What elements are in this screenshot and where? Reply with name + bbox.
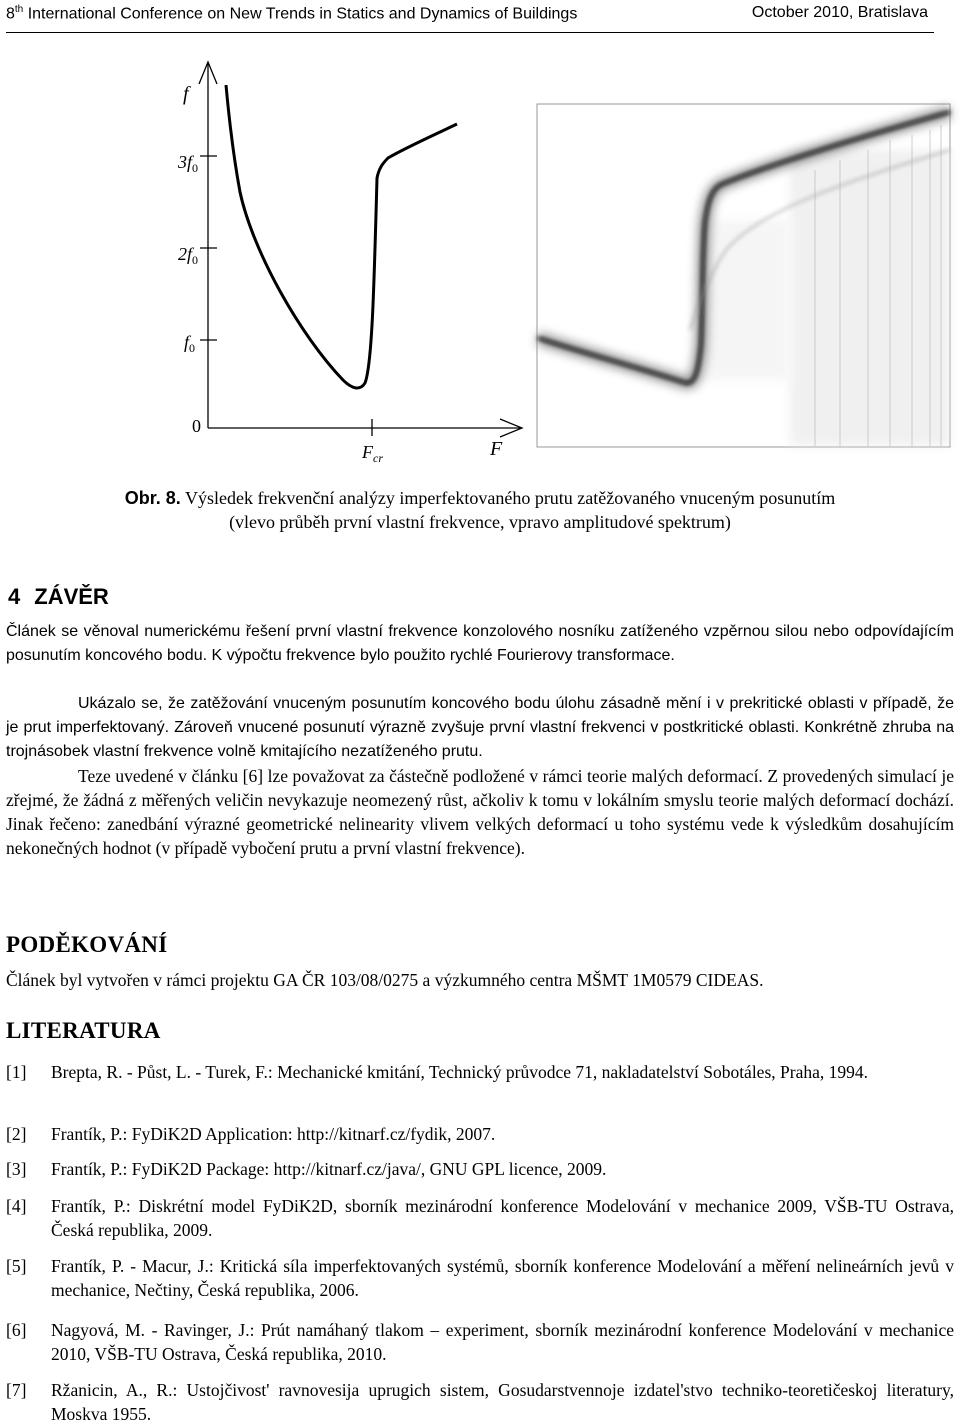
caption-line1: Výsledek frekvenční analýzy imperfektovaného prutu zatěžovaného vnuceným posunutím [180, 488, 836, 508]
fcr-label: $F_{cr}$ [362, 442, 383, 465]
tick-label-f0: $f_0$ [184, 332, 196, 355]
x-axis-label: F [490, 438, 503, 460]
reference-item: [5] Frantík, P. - Macur, J.: Kritická síla imperfektovaných systémů, sborník konference Modelování a měření nelineárních jevů v mechanice, Nečtiny, Česká republika, 2006. [6, 1256, 954, 1300]
caption-label: Obr. 8. [124, 488, 181, 508]
conclusion-paragraph-3: Teze uvedené v článku [6] lze považovat za částečně podložené v rámci teorie malých deformací. Z provedených simulací je zřejmé, že žádná z měřených veličin nevykazuje neomezený růst, ačkoliv k tomu v lokálním smyslu teorie malých deformací dochází. Jinak řečeno: zanedbání výrazné geometrické nelinearity vlivem velkých deformací u toho systému vede k výsledkům dosahujícím nekonečných hodnot (v případě vybočení prutu a první vlastní frekvence). [6, 766, 954, 858]
reference-item: [3] Frantík, P.: FyDiK2D Package: http://kitnarf.cz/java/, GNU GPL licence, 2009. [6, 1159, 607, 1179]
origin-label: 0 [192, 416, 201, 436]
acknowledgement-text: Článek byl vytvořen v rámci projektu GA ČR 103/08/0275 a výzkumného centra MŠMT 1M0579 CIDEAS. [6, 970, 764, 990]
conclusion-paragraph-1: Článek se věnoval numerickému řešení první vlastní frekvence konzolového nosníku zatíženého vzpěrnou silou nebo odpovídajícím posunutím koncového bodu. K výpočtu frekvence bylo použito rychlé Fourierovy transformace. [6, 623, 954, 664]
conference-title: 8th International Conference on New Trends in Statics and Dynamics of Buildings [6, 4, 578, 23]
frequency-curve [226, 85, 457, 388]
reference-item: [6] Nagyová, M. - Ravinger, J.: Prút namáhaný tlakom – experiment, sborník mezinárodní konference Modelování v mechanice 2010, VŠB-TU Ostrava, Česká republika, 2010. [6, 1320, 954, 1364]
literature-heading: LITERATURA [6, 1018, 161, 1043]
reference-item: [4] Frantík, P.: Diskrétní model FyDiK2D, sborník mezinárodní konference Modelování v mechanice 2009, VŠB-TU Ostrava, Česká republika, 2009. [6, 1196, 954, 1240]
tick-label-2f0: $2f_0$ [178, 244, 199, 267]
conclusion-paragraph-2: Ukázalo se, že zatěžování vnuceným posunutím koncového bodu úlohu zásadně mění i v prekritické oblasti v případě, že je prut imperfektovaný. Zároveň vnucené posunutí výrazně zvyšuje první vlastní frekvenci v postkritické oblasti. Konkrétně zhruba na trojnásobek vlastní frekvence volně kmitajícího nezatíženého prutu. [6, 695, 954, 760]
reference-item: [7] Ržanicin, A., R.: Ustojčivost' ravnovesija uprugich sistem, Gosudarstvennoje izdatel'stvo techniko-teoretičeskoj literatury, Moskva 1955. [6, 1380, 954, 1424]
y-axis-label: f [183, 83, 189, 105]
figure-8 [0, 0, 960, 470]
figure-caption [0, 486, 960, 510]
caption-line2: (vlevo průběh první vlastní frekvence, vpravo amplitudové spektrum) [229, 512, 731, 532]
amplitude-spectrum [537, 104, 950, 447]
reference-item: [1] Brepta, R. - Půst, L. - Turek, F.: Mechanické kmitání, Technický průvodce 71, nakladatelství Sobotáles, Praha, 1994. [6, 1062, 868, 1082]
conference-date: October 2010, Bratislava [751, 4, 928, 21]
frequency-plot [177, 62, 522, 465]
reference-item: [2] Frantík, P.: FyDiK2D Application: http://kitnarf.cz/fydik, 2007. [6, 1124, 496, 1144]
section-heading: 4 ZÁVĚR [8, 584, 109, 609]
tick-label-3f0: $3f_0$ [178, 152, 199, 175]
acknowledgement-heading: PODĚKOVÁNÍ [6, 932, 168, 957]
